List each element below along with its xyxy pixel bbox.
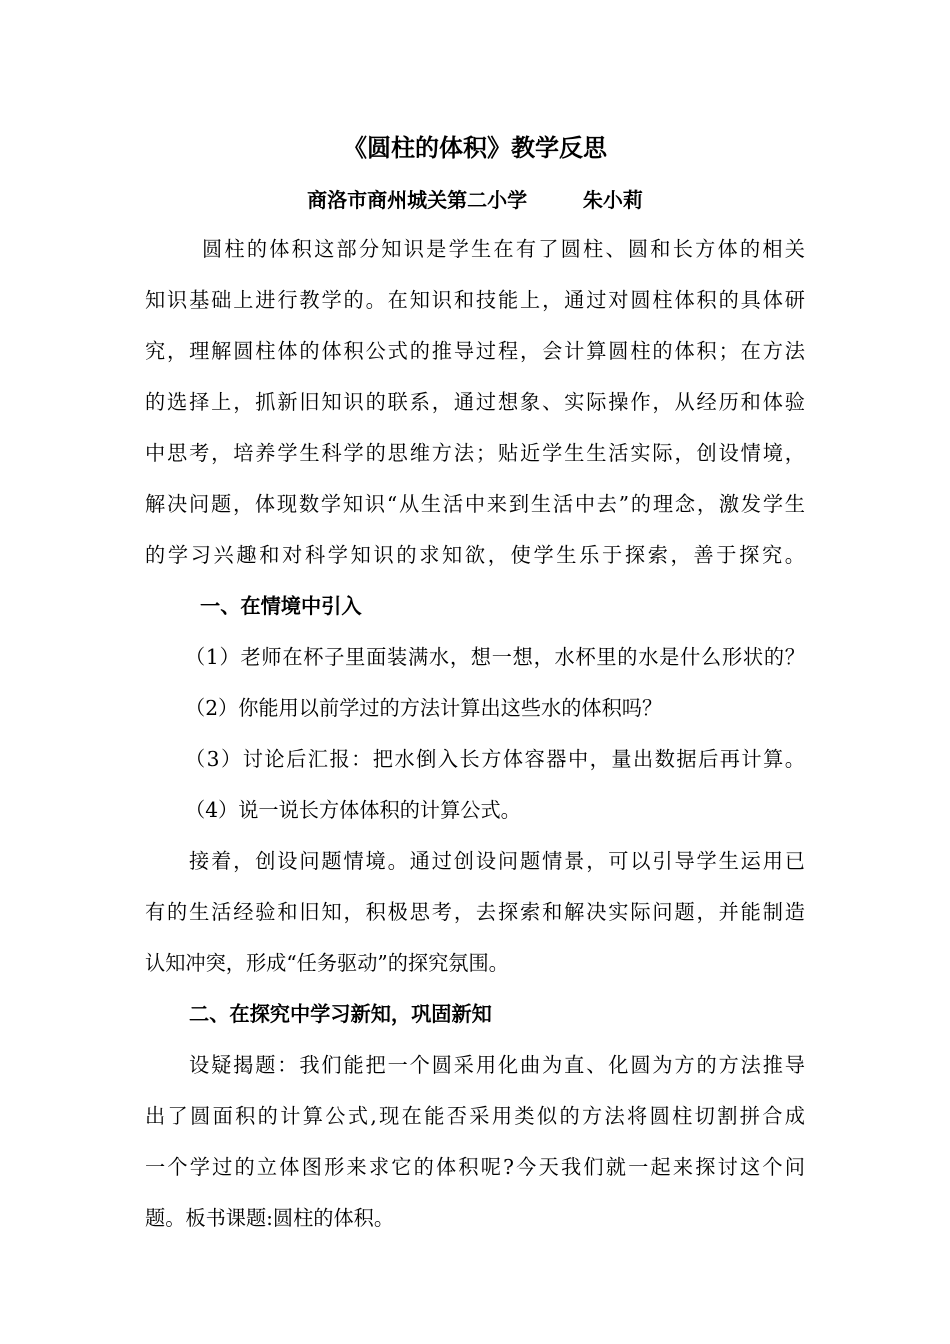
paragraph-line: 认知冲突，形成“任务驱动”的探究氛围。 [145, 951, 509, 975]
paragraph-line: 接着，创设问题情境。通过创设问题情景，可以引导学生运用已 [189, 849, 805, 873]
section-heading-1: 一、在情境中引入 [200, 594, 362, 618]
paragraph-line: 的选择上，抓新旧知识的联系，通过想象、实际操作，从经历和体验 [145, 390, 805, 414]
paragraph-line: 有的生活经验和旧知，积极思考，去探索和解决实际问题，并能制造 [145, 900, 805, 924]
list-item: （3）讨论后汇报：把水倒入长方体容器中，量出数据后再计算。 [185, 747, 805, 771]
paragraph-line: 出了圆面积的计算公式,现在能否采用类似的方法将圆柱切割拼合成 [145, 1104, 805, 1128]
paragraph-line: 题。板书课题:圆柱的体积。 [145, 1206, 395, 1230]
list-item: （1）老师在杯子里面装满水，想一想，水杯里的水是什么形状的？ [185, 645, 805, 669]
paragraph-line: 设疑揭题：我们能把一个圆采用化曲为直、化圆为方的方法推导 [189, 1053, 805, 1077]
paragraph-line: 圆柱的体积这部分知识是学生在有了圆柱、圆和长方体的相关 [202, 237, 805, 261]
paragraph-line: 一个学过的立体图形来求它的体积呢?今天我们就一起来探讨这个问 [145, 1155, 805, 1179]
document-title: 《圆柱的体积》教学反思 [343, 133, 607, 162]
list-item: （4）说一说长方体体积的计算公式。 [185, 798, 521, 822]
list-item: （2）你能用以前学过的方法计算出这些水的体积吗？ [185, 696, 663, 720]
paragraph-line: 解决问题，体现数学知识“从生活中来到生活中去”的理念，激发学生 [145, 492, 805, 516]
paragraph-line: 的学习兴趣和对科学知识的求知欲，使学生乐于探索，善于探究。 [145, 543, 805, 567]
section-heading-2: 二、在探究中学习新知，巩固新知 [189, 1002, 492, 1026]
paragraph-line: 知识基础上进行教学的。在知识和技能上，通过对圆柱体积的具体研 [145, 288, 805, 312]
paragraph-line: 究，理解圆柱体的体积公式的推导过程，会计算圆柱的体积；在方法 [145, 339, 805, 363]
author-line: 商洛市商州城关第二小学 朱小莉 [307, 188, 643, 212]
paragraph-line: 中思考，培养学生科学的思维方法；贴近学生生活实际，创设情境， [145, 441, 805, 465]
